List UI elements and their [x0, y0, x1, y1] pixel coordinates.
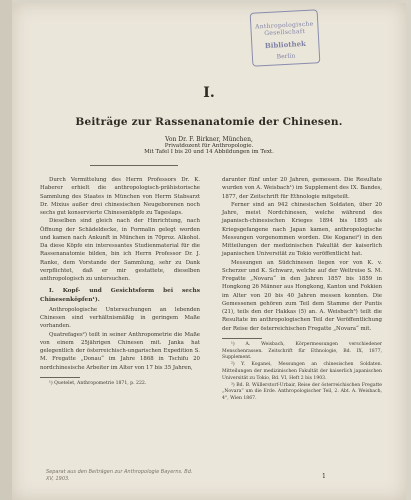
page-number: 1 [322, 473, 326, 480]
body-paragraph: Anthropologische Untersuchungen an lebenden Chinesen sind verhältnismäßig in geringem Maße vorhanden. [40, 306, 200, 330]
author-line [12, 136, 406, 149]
article-title: Beiträge zur Rassenanatomie der Chinesen. [75, 116, 343, 128]
body-paragraph: Dieselben sind gleich nach der Hinrichtung, nach Öffnung der Schädeldecke, in Formalin gelegt worden und kamen nach Ankunft in München in 70proz. Alkohol. Da diese Köpfe ein interessantes Studienmaterial für die Rassenanatomie bilden, bin ich Herrn Professor Dr. J. Ranke, dem Vorstande der Sammlung, sehr zu Dank verpflichtet, daß er mir gestattete, dieselben anthropologisch zu untersuchen. [40, 218, 200, 282]
stamp-line-2: Bibliothek [264, 38, 307, 51]
chapter-number: I. [203, 85, 215, 101]
footnote: ¹) Quetelet, Anthropometrie 1871, p. 222. [49, 380, 147, 386]
title-rule [90, 165, 178, 166]
body-paragraph: Ferner sind an 942 chinesischen Soldaten, über 20 Jahre, meist Nordchinesen, welche während des japanisch-chinesischen Krieges 1894 bis 1895 als Kriegsgefangene nach Japan kamen, anthropologische Messungen vorgenommen worden. Die Koganei²) in den Mitteilungen der medizinischen Fakultät der kaiserlich japanischen Universität zu Tokio veröffentlicht hat. [222, 201, 382, 258]
section-heading: I. Kopf- und Gesichtsform bei sechs Chinesenköpfen¹). [40, 288, 200, 303]
pencil-annotation: Separat aus den Beiträgen zur Anthropologie Bayerns. Bd. XV, 1903. [46, 469, 193, 482]
body-paragraph: Durch Vermittelung des Herrn Professors Dr. K. Haberer erhielt die anthropologisch-prähistorische Sammlung des Staates in München von Herrn Stabsarzt Dr. Mixius außer drei chinesischen Neugeborenen noch sechs gut konservierte Chinesenköpfe zu Tageslaps. [40, 177, 200, 216]
document-page [12, 3, 406, 500]
author-name: Von Dr. F. Birkner, München, [165, 136, 253, 143]
left-column [40, 176, 200, 388]
stamp-line-1: Anthropologische Gesellschaft [255, 20, 314, 38]
body-paragraph: Messungen an Südchinesen liegen vor von K. v. Scherzer und K. Schwarz, welche auf der Weltreise S. M. Fregatte „Novara“ in den Jahren 1857 bis 1859 in Hongkong 26 Männer aus Hongkong, Kanton und Fokkien im Alter von 20 bis 40 Jahren messen konnten. Die Gemessenen gehören zum Teil dem Stamme der Puntis (21), teils den der Hakkas (5) an. A. Weisbach³) teilt die Resultate im anthropologischen Teil der Veröffentlichung der Reise der österreichischen Fregatte „Novara“ mit. [222, 259, 382, 332]
body-paragraph: Quatrefages²) teilt in seiner Anthropometrie die Maße von einem 25jährigen Chinesen mit. Janka hat gelegentlich der österreichisch-ungarischen Expedition S. M. Fregatte „Donau“ im Jahre 1868 in Tschifu 20 nordchinesische Arbeiter im Alter von 17 bis 35 Jahren, [40, 331, 200, 371]
footnote: ²) Y. Koganei, Messungen an chinesischen Soldaten. Mitteilungen der medizinischen Fakultät der kaiserlich japanischen Universität zu Tokio, Bd. VI, Heft 2 bis 1903. [222, 362, 382, 381]
scan-edge [0, 0, 12, 500]
author-rank: Privatdozent für Anthropologie. [164, 143, 254, 149]
plates-note: Mit Tafel I bis 20 und 14 Abbildungen im Text. [144, 149, 274, 155]
right-column [222, 176, 382, 403]
stamp-line-3: Berlin [276, 52, 296, 61]
footnote-rule [40, 377, 80, 378]
footnote: ¹) A. Weisbach, Körpermessungen verschiedener Menschenrassen. Zeitschrift für Ethnologie, Bd. IX, 1877, Supplement. [222, 341, 382, 361]
footnote-rule [222, 338, 262, 339]
body-paragraph: darunter fünf unter 20 Jahren, gemessen. Die Resultate wurden von A. Weisbach¹) im Supplement des IX. Bandes, 1877, der Zeitschrift für Ethnologie mitgeteilt. [222, 177, 382, 200]
footnote: ³) Bd. B. Wüllerstorf-Urbair, Reise der österreichischen Fregatte „Novara“ um die Erde. Anthropologischer Teil, 2. Abt. A. Weisbach, 4°, Wien 1867. [222, 382, 382, 402]
library-stamp [250, 9, 321, 66]
